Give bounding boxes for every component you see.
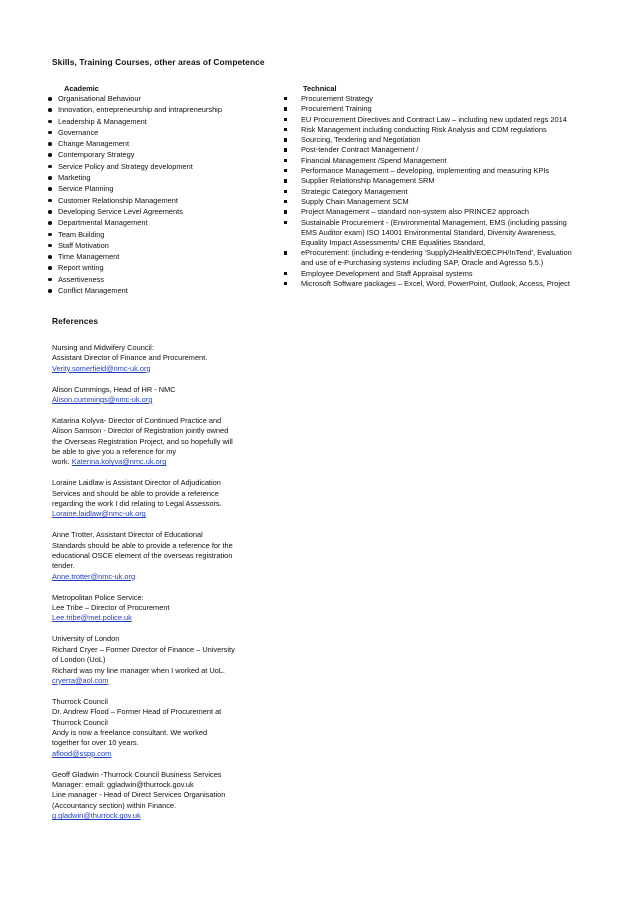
academic-skill-item: Report writing	[46, 263, 282, 274]
reference-link-prefix: work.	[52, 457, 72, 467]
reference-entry	[52, 416, 262, 468]
reference-entry	[52, 343, 262, 374]
technical-skill-line: EU Procurement Directives and Contract Law – including new updated regs 2014	[301, 114, 567, 124]
technical-skill-item	[282, 218, 612, 249]
technical-skill-line: Risk Management including conducting Risk Analysis and CDM regulations	[301, 124, 547, 134]
technical-skill-item	[282, 279, 612, 289]
reference-entry	[52, 530, 262, 582]
reference-line: Thurrock Council	[52, 696, 108, 706]
reference-email-link[interactable]: aflood@sspp.com	[52, 748, 112, 758]
reference-line: Manager: email: ggladwin@thurrock.gov.uk	[52, 779, 194, 789]
reference-email-line	[52, 457, 262, 467]
reference-line: together for over 10 years.	[52, 738, 139, 748]
references-section-title: References	[52, 316, 99, 326]
technical-skill-line: Procurement Training	[301, 104, 372, 114]
reference-entry	[52, 634, 262, 686]
reference-line: Metropolitan Police Service:	[52, 592, 144, 602]
reference-line: Line manager - Head of Direct Services Organisation	[52, 790, 226, 800]
reference-line: (Accountancy section) within Finance.	[52, 800, 177, 810]
reference-line: educational OSCE element of the overseas registration	[52, 551, 233, 561]
academic-skill-item: Governance	[46, 128, 282, 139]
reference-email-link[interactable]: Loraine.laidlaw@nmc-uk.org	[52, 509, 146, 519]
reference-line: University of London	[52, 634, 120, 644]
reference-email-line	[52, 509, 262, 519]
technical-skill-item	[282, 156, 612, 166]
technical-skill-item	[282, 94, 612, 104]
reference-entry	[52, 593, 262, 624]
reference-line: Alison Samson - Director of Registration jointly owned	[52, 426, 229, 436]
references-list	[52, 343, 262, 832]
reference-email-line	[52, 811, 262, 821]
reference-email-link[interactable]: Verity.somerfield@nmc-uk.org	[52, 363, 151, 373]
academic-skill-item: Innovation, entrepreneurship and intrapreneurship	[46, 105, 282, 116]
academic-skill-item: Staff Motivation	[46, 241, 282, 252]
technical-skill-line: Performance Management – developing, implementing and measuring KPIs	[301, 166, 550, 176]
technical-skill-item	[282, 197, 612, 207]
reference-line: Geoff Gladwin -Thurrock Council Business Services	[52, 769, 222, 779]
reference-line: of London (UoL)	[52, 655, 106, 665]
academic-skill-item: Conflict Management	[46, 286, 282, 297]
technical-skill-item	[282, 145, 612, 155]
reference-line: the Overseas Registration Project, and so hopefully will	[52, 436, 233, 446]
academic-skill-item: Change Management	[46, 139, 282, 150]
technical-skills-list	[282, 94, 612, 289]
reference-email-line	[52, 749, 262, 759]
technical-skill-line: Supplier Relationship Management SRM	[301, 176, 435, 186]
technical-skill-line: Sourcing, Tendering and Negotiation	[301, 135, 421, 145]
reference-email-link[interactable]: g.gladwin@thurrock.gov.uk	[52, 811, 141, 821]
reference-line: Dr. Andrew Flood – Former Head of Procurement at	[52, 707, 222, 717]
technical-skill-line: Supply Chain Management SCM	[301, 196, 409, 206]
reference-email-line	[52, 676, 262, 686]
reference-line: Lee Tribe – Director of Procurement	[52, 603, 170, 613]
reference-entry	[52, 478, 262, 520]
technical-skill-line: Project Management – standard non-system also PRINCE2 approach	[301, 207, 529, 217]
reference-email-link[interactable]: Alison.cummings@nmc-uk.org	[52, 395, 153, 405]
technical-skill-line: Equality Impact Assessments/ CRE Equalities Standard,	[301, 237, 486, 247]
reference-line: Richard was my line manager when I worked at UoL.	[52, 665, 225, 675]
academic-skill-item: Departmental Management	[46, 218, 282, 229]
academic-heading: Academic	[64, 84, 99, 93]
technical-skill-line: Financial Management /Spend Management	[301, 155, 447, 165]
reference-email-line	[52, 572, 262, 582]
technical-skill-item	[282, 176, 612, 186]
reference-line: Anne Trotter, Assistant Director of Educational	[52, 530, 203, 540]
technical-skill-line: Employee Development and Staff Appraisal systems	[301, 268, 473, 278]
skills-section-title: Skills, Training Courses, other areas of Competence	[52, 57, 265, 67]
reference-line: Richard Cryer – Former Director of Finance – University	[52, 644, 235, 654]
technical-heading: Technical	[303, 84, 337, 93]
academic-skill-item: Service Planning	[46, 184, 282, 195]
reference-line: Thurrock Council	[52, 717, 108, 727]
technical-skill-item	[282, 269, 612, 279]
academic-skill-item: Developing Service Level Agreements	[46, 207, 282, 218]
technical-skill-line: EMS Auditor exam) ISO 14001 Environmental Standard, Diversity Awareness,	[301, 227, 556, 237]
academic-skill-item: Service Policy and Strategy development	[46, 162, 282, 173]
technical-skill-item	[282, 115, 612, 125]
reference-entry	[52, 385, 262, 406]
reference-email-link[interactable]: Lee.tribe@met.police.uk	[52, 613, 132, 623]
reference-entry	[52, 770, 262, 822]
technical-skill-item	[282, 104, 612, 114]
technical-column	[282, 84, 612, 289]
technical-skill-item	[282, 166, 612, 176]
reference-line: Standards should be able to provide a reference for the	[52, 540, 233, 550]
academic-skill-item: Organisational Behaviour	[46, 94, 282, 105]
technical-skill-item	[282, 125, 612, 135]
reference-line: Nursing and Midwifery Council:	[52, 343, 154, 352]
technical-skill-line: Microsoft Software packages – Excel, Word, PowerPoint, Outlook, Access, Project	[301, 278, 570, 288]
reference-email-line	[52, 395, 262, 405]
academic-skill-item: Time Management	[46, 252, 282, 263]
academic-skill-item: Customer Relationship Management	[46, 196, 282, 207]
technical-skill-line: Post-tender Contract Management /	[301, 145, 419, 155]
technical-skill-item	[282, 248, 612, 268]
reference-line: Katarina Kolyva- Director of Continued Practice and	[52, 415, 222, 425]
academic-skill-item: Contemporary Strategy	[46, 150, 282, 161]
academic-skill-item: Leadership & Management	[46, 117, 282, 128]
reference-line: regarding the work I did relating to Legal Assessors.	[52, 499, 222, 509]
reference-entry	[52, 697, 262, 759]
reference-email-link[interactable]: cryerra@aol.com	[52, 675, 109, 685]
academic-skill-item: Marketing	[46, 173, 282, 184]
reference-email-link[interactable]: Katerina.kolyva@nmc.uk.org	[71, 457, 167, 467]
technical-skill-item	[282, 135, 612, 145]
reference-email-line	[52, 613, 262, 623]
academic-column	[46, 84, 282, 297]
reference-line: Assistant Director of Finance and Procurement.	[52, 353, 208, 363]
academic-skill-item: Team Building	[46, 230, 282, 241]
academic-skill-item: Assertiveness	[46, 275, 282, 286]
technical-skill-line: and use of e-Purchasing systems including SAP, Oracle and Agresso 5.5.)	[301, 258, 544, 268]
technical-skill-item	[282, 187, 612, 197]
reference-email-link[interactable]: Anne.trotter@nmc-uk.org	[52, 571, 136, 581]
technical-skill-line: eProcurement: (including e-tendering 'Supply2Health/EOECPH/InTend', Evaluation	[301, 248, 572, 258]
reference-line: Andy is now a freelance consultant. We worked	[52, 727, 208, 737]
reference-line: Loraine Laidlaw is Assistant Director of Adjudication	[52, 478, 221, 488]
reference-line: Services and should be able to provide a reference	[52, 488, 219, 498]
reference-email-line	[52, 364, 262, 374]
reference-line: tender.	[52, 561, 75, 571]
technical-skill-item	[282, 207, 612, 217]
technical-skill-line: Strategic Category Management	[301, 186, 408, 196]
reference-line: Alison Cummings, Head of HR - NMC	[52, 384, 176, 394]
technical-skill-line: Procurement Strategy	[301, 94, 373, 103]
technical-skill-line: Sustainable Procurement - (Environmental Management, EMS (including passing	[301, 217, 567, 227]
academic-skills-list	[46, 94, 282, 297]
reference-line: be able to give you a reference for my	[52, 447, 177, 457]
